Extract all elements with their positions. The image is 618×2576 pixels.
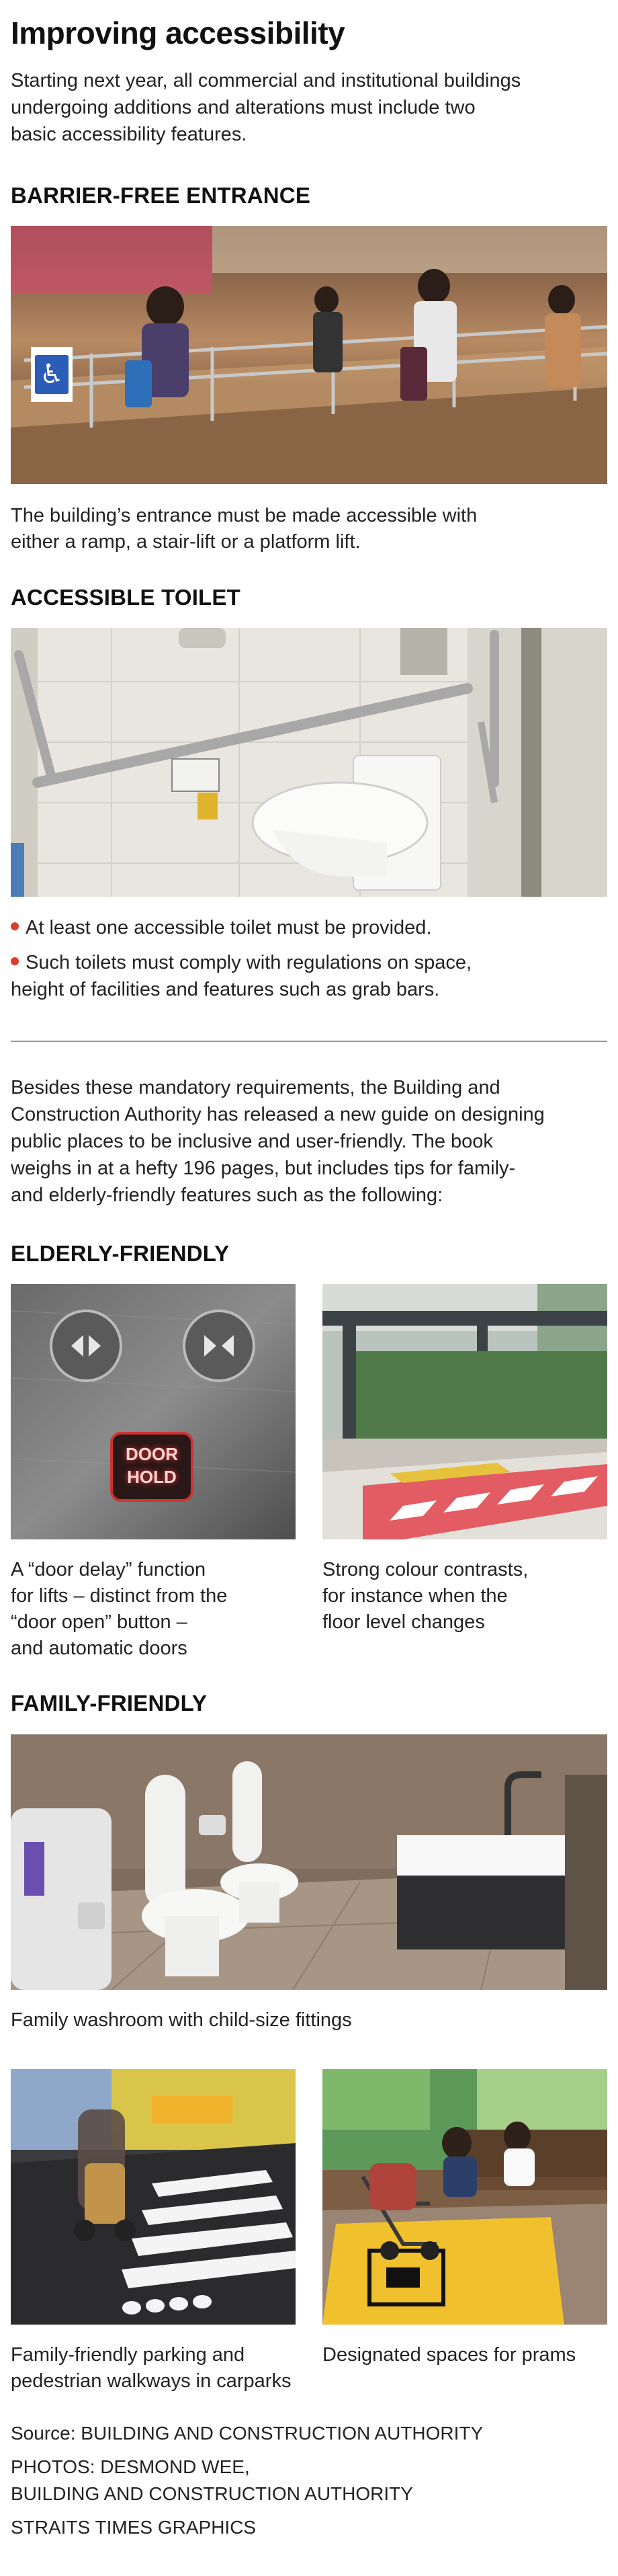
caption-line: floor level changes	[322, 1611, 485, 1633]
wheelchair-sign-icon: ♿	[35, 355, 69, 394]
carpark-walkway-photo	[11, 2069, 296, 2325]
barrier-free-entrance-photo	[11, 226, 607, 484]
section-heading-accessible-toilet: ACCESSIBLE TOILET	[11, 585, 240, 610]
bullet-text: Such toilets must comply with regulations on space,	[26, 952, 472, 973]
intro-paragraph	[11, 67, 609, 148]
pram-spaces-photo	[322, 2069, 607, 2325]
caption-line: for lifts – distinct from the	[11, 1585, 228, 1607]
lift-caption	[11, 1557, 306, 1662]
guide-line: Construction Authority has released a new guide on designing	[11, 1104, 545, 1125]
floor-caption	[322, 1557, 607, 1636]
accessible-toilet-photo	[11, 628, 607, 897]
bullet-dot-icon	[11, 957, 19, 965]
door-hold-button-label	[112, 1443, 192, 1488]
bullet-text: At least one accessible toilet must be provided.	[26, 917, 432, 938]
list-item	[11, 949, 609, 1003]
caption-line: “door open” button –	[11, 1611, 187, 1633]
intro-line: undergoing additions and alterations must include two	[11, 97, 476, 118]
barrier-free-caption	[11, 503, 609, 555]
photo-credit: BUILDING AND CONSTRUCTION AUTHORITY	[11, 2483, 413, 2504]
lift-door-hold-photo	[11, 1284, 296, 1539]
caption-line: either a ramp, a stair-lift or a platform lift.	[11, 531, 361, 553]
guide-line: Besides these mandatory requirements, the Building and	[11, 1077, 500, 1098]
caption-line: and automatic doors	[11, 1638, 187, 1659]
intro-line: Starting next year, all commercial and institutional buildings	[11, 70, 521, 91]
caption-line: for instance when the	[322, 1585, 508, 1607]
parking-caption	[11, 2342, 306, 2394]
intro-line: basic accessibility features.	[11, 124, 247, 145]
guide-line: public places to be inclusive and user-friendly. The book	[11, 1131, 493, 1152]
guide-paragraph	[11, 1074, 609, 1209]
bullet-dot-icon	[11, 922, 19, 930]
section-heading-family-friendly: FAMILY-FRIENDLY	[11, 1691, 208, 1716]
source-credit: Source: BUILDING AND CONSTRUCTION AUTHORITY	[11, 2423, 484, 2444]
washroom-caption: Family washroom with child-size fittings	[11, 2009, 352, 2031]
toilet-bullet-list	[11, 914, 609, 1003]
family-washroom-photo	[11, 1734, 607, 1990]
credits	[11, 2420, 609, 2541]
guide-line: and elderly-friendly features such as the following:	[11, 1184, 443, 1206]
list-item	[11, 914, 609, 941]
door-hold-line: HOLD	[127, 1467, 177, 1487]
caption-line: A “door delay” function	[11, 1559, 206, 1580]
caption-line: Family-friendly parking and	[11, 2344, 245, 2366]
section-heading-barrier-free: BARRIER-FREE ENTRANCE	[11, 183, 311, 208]
guide-line: weighs in at a hefty 196 pages, but includes tips for family-	[11, 1158, 516, 1179]
prams-caption: Designated spaces for prams	[322, 2344, 576, 2366]
graphics-credit: STRAITS TIMES GRAPHICS	[11, 2517, 257, 2538]
section-heading-elderly-friendly: ELDERLY-FRIENDLY	[11, 1241, 230, 1266]
door-hold-line: DOOR	[126, 1444, 178, 1464]
photo-credit: PHOTOS: DESMOND WEE,	[11, 2456, 250, 2477]
caption-line: Strong colour contrasts,	[322, 1559, 529, 1580]
caption-line: The building’s entrance must be made accessible with	[11, 505, 478, 526]
bullet-text-continued: height of facilities and features such as grab bars.	[11, 979, 440, 1000]
floor-colour-contrast-photo	[322, 1284, 607, 1539]
section-divider	[11, 1041, 607, 1042]
caption-line: pedestrian walkways in carparks	[11, 2370, 292, 2392]
page-title: Improving accessibility	[11, 15, 345, 50]
